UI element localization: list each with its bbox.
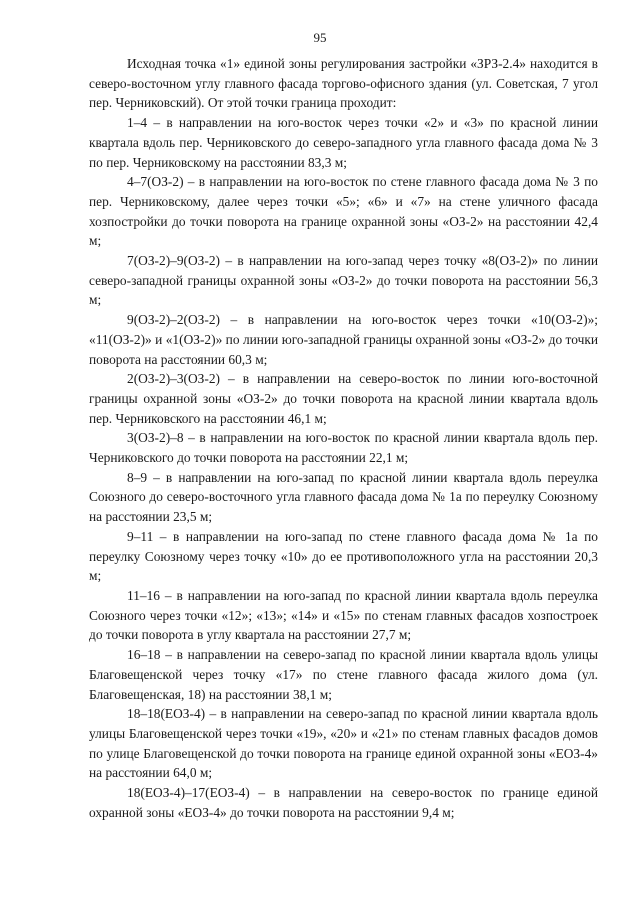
boundary-segment-7-9: 7(ОЗ-2)–9(ОЗ-2) – в направлении на юго-запад через точку «8(ОЗ-2)» по линии северо-западной границы охранной зоны «ОЗ-2» до точки поворота на расстоянии 56,3 м;	[89, 253, 598, 308]
boundary-segment-18-18-eoz4: 18–18(ЕОЗ-4) – в направлении на северо-запад по красной линии квартала вдоль улицы Благовещенской через точки «19», «20» и «21» по стенам главных фасадов домов по улице Благовещенской до точки поворота на границе единой охранной зоны «ЕОЗ-4» на расстоянии 64,0 м;	[89, 706, 598, 781]
boundary-segment-16-18: 16–18 – в направлении на северо-запад по красной линии квартала вдоль улицы Благовещенской через точку «17» по стене главного фасада жилого дома (ул. Благовещенская, 18) на расстоянии 38,1 м;	[89, 647, 598, 702]
boundary-segment-11-16: 11–16 – в направлении на юго-запад по красной линии квартала вдоль переулка Союзного через точки «12»; «13»; «14» и «15» по стенам главных фасадов хозпостроек до точки поворота в углу квартала на расстоянии 27,7 м;	[89, 587, 598, 643]
boundary-segment-3-8: 3(ОЗ-2)–8 – в направлении на юго-восток по красной линии квартала вдоль пер. Черниковского до точки поворота на расстоянии 22,1 м;	[89, 430, 598, 466]
boundary-segment-4-7: 4–7(ОЗ-2) – в направлении на юго-восток по стене главного фасада дома № 3 по пер. Черниковскому, далее через точки «5»; «6» и «7» на стене уличного фасада хозпостройки до точки поворота на границе охранной зоны «ОЗ-2» на расстоянии 42,4 м;	[89, 174, 598, 249]
boundary-segment-9-11: 9–11 – в направлении на юго-запад по стене главного фасада дома № 1а по переулку Союзному через точку «10» до ее противоположного угла на расстоянии 20,3 м;	[89, 528, 598, 584]
document-body	[89, 54, 598, 822]
boundary-segment-1-4: 1–4 – в направлении на юго-восток через точки «2» и «3» по красной линии квартала вдоль пер. Черниковского до северо-западного угла главного фасада дома № 3 по пер. Черниковскому на расстоянии 83,3 м;	[89, 115, 598, 170]
boundary-segment-2-3: 2(ОЗ-2)–3(ОЗ-2) – в направлении на северо-восток по линии юго-восточной границы охранной зоны «ОЗ-2» до точки поворота на красной линии квартала вдоль пер. Черниковского на расстоянии 46,1 м;	[89, 371, 598, 426]
boundary-segment-9-2: 9(ОЗ-2)–2(ОЗ-2) – в направлении на юго-восток через точки «10(ОЗ-2)»; «11(ОЗ-2)» и «1(ОЗ-2)» по линии юго-западной границы охранной зоны «ОЗ-2» до точки поворота на расстоянии 60,3 м;	[89, 312, 598, 367]
intro-paragraph: Исходная точка «1» единой зоны регулирования застройки «ЗРЗ-2.4» находится в северо-восточном углу главного фасада торгово-офисного здания (ул. Советская, 7 угол пер. Черниковский). От этой точки граница проходит:	[89, 56, 598, 111]
page-number: 95	[313, 30, 327, 45]
boundary-segment-8-9: 8–9 – в направлении на юго-запад по красной линии квартала вдоль переулка Союзного до северо-восточного угла главного фасада дома № 1а по переулку Союзному на расстоянии 23,5 м;	[89, 469, 598, 525]
boundary-segment-18-17-eoz4: 18(ЕОЗ-4)–17(ЕОЗ-4) – в направлении на северо-восток по границе единой охранной зоны «ЕОЗ-4» до точки поворота на расстоянии 9,4 м;	[89, 785, 598, 820]
